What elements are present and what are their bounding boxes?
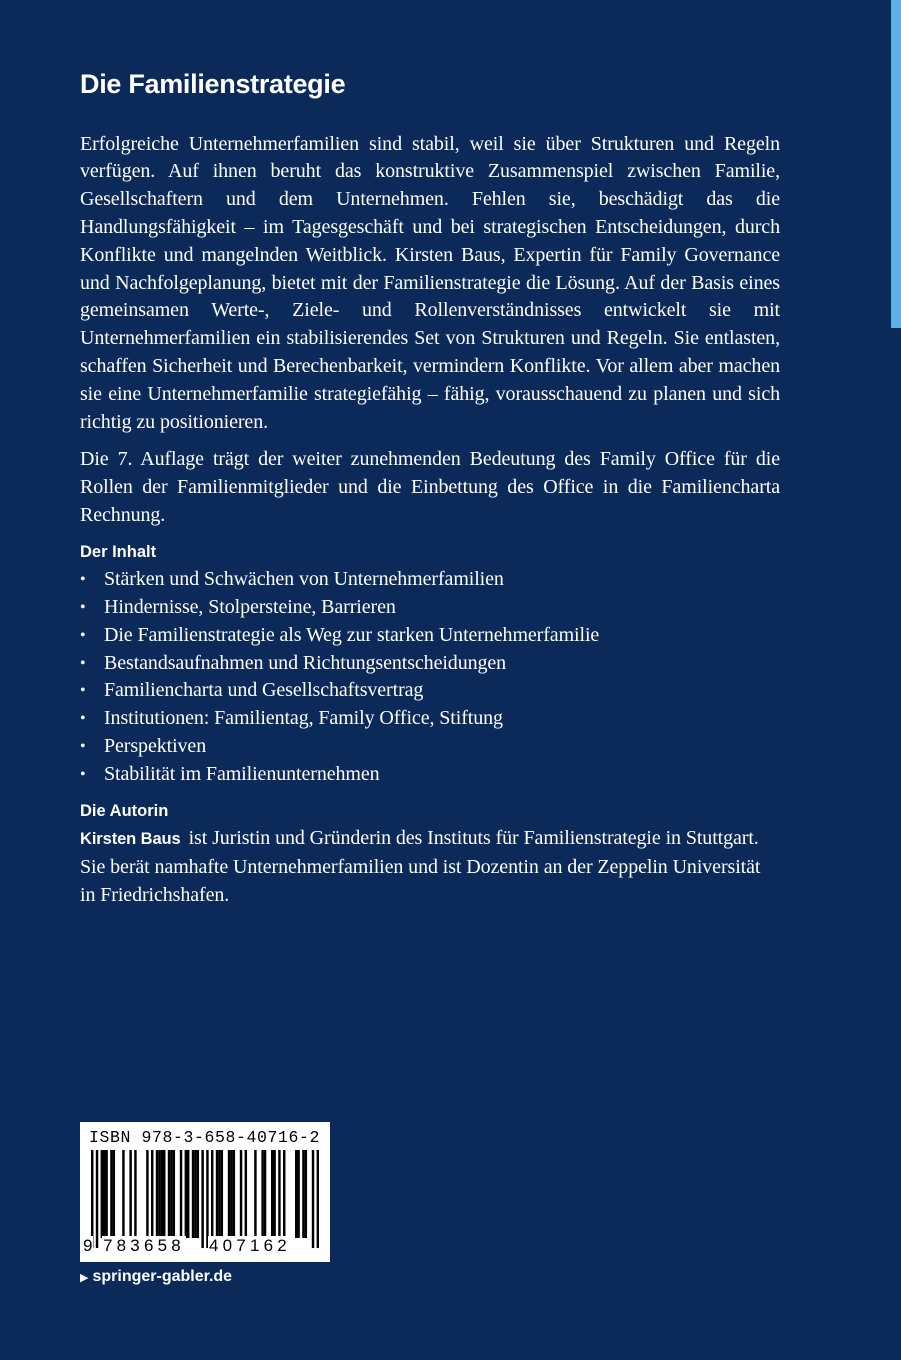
barcode-bar <box>173 1150 175 1238</box>
barcode-bar <box>194 1150 196 1238</box>
barcode-bar <box>305 1150 307 1238</box>
barcode-bar <box>113 1150 115 1238</box>
barcode-right-group: 407162 <box>209 1236 291 1255</box>
bullet-icon: • <box>80 738 86 756</box>
barcode-bar <box>158 1150 160 1238</box>
barcode-bar <box>105 1150 107 1238</box>
barcode-bar <box>254 1150 256 1238</box>
barcode-bar <box>206 1150 208 1248</box>
barcode-bar <box>170 1150 172 1238</box>
bullet-icon: • <box>80 626 86 644</box>
barcode-bar <box>201 1150 203 1248</box>
publisher-link[interactable] <box>80 1268 232 1286</box>
barcode-bar <box>312 1150 314 1248</box>
barcode-bar <box>91 1150 93 1248</box>
book-title: Die Familienstrategie <box>80 69 346 99</box>
barcode-left-group: 783658 <box>103 1236 185 1255</box>
author-bio <box>80 825 780 909</box>
barcode-bar <box>297 1150 299 1238</box>
barcode-bar <box>163 1150 165 1238</box>
bullet-icon: • <box>80 765 86 783</box>
barcode-bar <box>168 1150 170 1238</box>
list-item: • Stabilität im Familienunternehmen <box>80 761 780 789</box>
bullet-icon: • <box>80 571 86 589</box>
list-item: • Perspektiven <box>80 733 780 761</box>
barcode-bar <box>187 1150 189 1238</box>
isbn-barcode <box>80 1122 330 1262</box>
barcode-bar <box>218 1150 220 1238</box>
back-cover-content <box>80 70 780 919</box>
barcode-bar <box>240 1150 242 1238</box>
barcode-bar <box>180 1150 182 1238</box>
publisher-url: springer-gabler.de <box>92 1268 233 1285</box>
barcode-bar <box>151 1150 153 1238</box>
list-item: • Institutionen: Familientag, Family Office, Stiftung <box>80 705 780 733</box>
barcode-bar <box>197 1150 199 1238</box>
barcode-bar <box>295 1150 297 1238</box>
barcode-bar <box>221 1150 223 1238</box>
barcode-bar <box>161 1150 163 1238</box>
list-item: • Hindernisse, Stolpersteine, Barrieren <box>80 594 780 622</box>
contents-list <box>80 566 780 788</box>
barcode-bar <box>129 1150 131 1238</box>
barcode-first-digit: 9 <box>83 1236 93 1255</box>
author-name: Kirsten Baus <box>80 830 181 849</box>
barcode-bar <box>192 1150 194 1238</box>
barcode-bar <box>185 1150 187 1238</box>
bullet-icon: • <box>80 682 86 700</box>
barcode-bar <box>283 1150 285 1238</box>
list-item: • Die Familienstrategie als Weg zur starken Unternehmerfamilie <box>80 622 780 650</box>
isbn-label: ISBN 978-3-658-40716-2 <box>89 1128 321 1147</box>
barcode-bar <box>110 1150 112 1238</box>
author-heading: Die Autorin <box>80 801 169 820</box>
barcode-bar <box>156 1150 158 1238</box>
description-paragraph-2: Die 7. Auflage trägt der weiter zunehmenden Bedeutung des Family Office für die Rollen der Familienmitglieder und die Einbettung des Office in die Familiencharta Rechnung. <box>80 448 780 527</box>
barcode-bar <box>122 1150 124 1238</box>
barcode-bar <box>271 1150 273 1238</box>
barcode-bar <box>228 1150 230 1238</box>
barcode-bar <box>146 1150 148 1238</box>
barcode-bars <box>91 1150 319 1248</box>
barcode-bar <box>103 1150 105 1238</box>
contents-heading: Der Inhalt <box>80 542 157 561</box>
bullet-icon: • <box>80 710 86 728</box>
author-bio-text: ist Juristin und Gründerin des Instituts für Familienstrategie in Stuttgart. Sie berät namhafte Unternehmerfamilien und ist Dozentin an der Zeppelin Universität in Friedrichshafen. <box>80 827 761 906</box>
arrow-right-icon: ▶ <box>80 1271 89 1284</box>
barcode-bar <box>101 1150 103 1238</box>
barcode-bar <box>233 1150 235 1238</box>
bullet-icon: • <box>80 599 86 617</box>
accent-stripe <box>891 0 901 328</box>
barcode-bar <box>317 1150 319 1248</box>
list-item: • Bestandsaufnahmen und Richtungsentscheidungen <box>80 650 780 678</box>
barcode-bar <box>273 1150 275 1238</box>
barcode-bar <box>245 1150 247 1238</box>
list-item: • Familiencharta und Gesellschaftsvertrag <box>80 677 780 705</box>
barcode-bar <box>261 1150 263 1238</box>
barcode-bar <box>96 1150 98 1248</box>
barcode-bar <box>216 1150 218 1238</box>
list-item: • Stärken und Schwächen von Unternehmerfamilien <box>80 566 780 594</box>
description-paragraph-1: Erfolgreiche Unternehmerfamilien sind stabil, weil sie über Strukturen und Regeln verfügen. Auf ihnen beruht das konstruktive Zusammenspiel zwischen Familie, Gesellschaftern und dem Unternehmen. Fehlen sie, beschädigt das die Handlungsfähigkeit – im Tagesgeschäft und bei strategischen Entscheidungen, durch Konflikte und mangelnden Weitblick. Kirsten Baus, Expertin für Family Governance und Nachfolgeplanung, bietet mit der Familienstrategie die Lösung. Auf der Basis eines gemeinsamen Werte-, Ziele- und Rollenverständnisses entwickelt sie mit Unternehmerfamilien ein stabilisierendes Set von Strukturen und Regeln. Sie entlasten, schaffen Sicherheit und Berechenbarkeit, vermindern Konflikte. Vor allem aber machen sie eine Unternehmerfamilie strategiefähig – fähig, vorausschauend zu planen und sich richtig zu positionieren. <box>80 132 780 433</box>
barcode-bar <box>264 1150 266 1238</box>
barcode-bar <box>211 1150 213 1238</box>
bullet-icon: • <box>80 654 86 672</box>
barcode-bar <box>302 1150 304 1238</box>
barcode-bar <box>230 1150 232 1238</box>
barcode-bar <box>278 1150 280 1238</box>
barcode-bar <box>134 1150 136 1238</box>
